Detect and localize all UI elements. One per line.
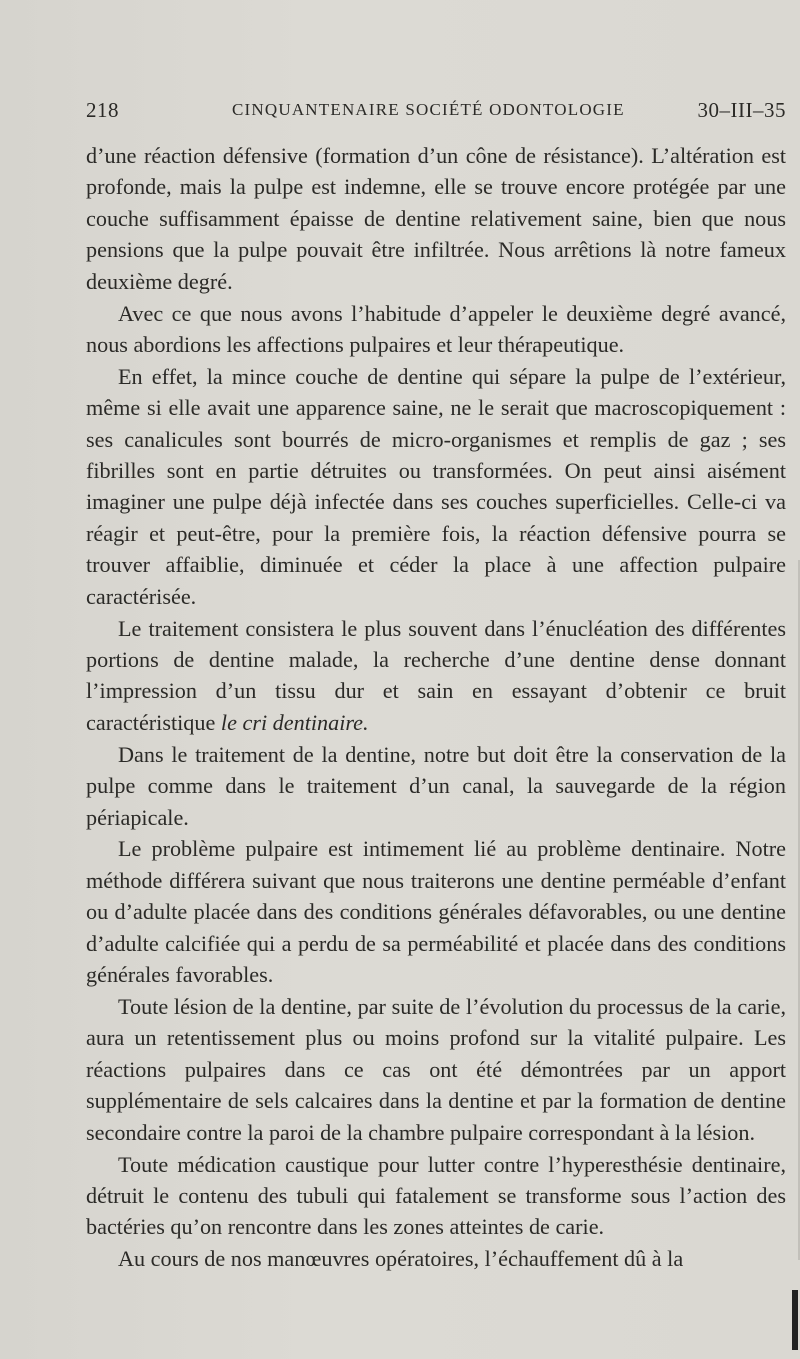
paragraph-6-text: Le problème pulpaire est intimement lié au problème dentinaire. Notre méthode différera suivant que nous traiterons une dentine perméable d’enfant ou d’adulte placée dans des conditions générales défavorables, ou une dentine d’adulte calcifiée qui a perdu de sa perméabilité et placée dans des conditions générales favorables. [86,836,786,988]
paragraph-1 [86,140,786,297]
paragraph-9 [86,1243,786,1274]
paragraph-4 [86,613,786,739]
paragraph-7-text: Toute lésion de la dentine, par suite de l’évolution du processus de la carie, aura un retentissement plus ou moins profond sur la vitalité pulpaire. Les réactions pulpaires dans ce cas ont été démontrées par un apport supplémentaire de sels calcaires dans la dentine et par la formation de dentine secondaire contre la paroi de la chambre pulpaire correspondant à la lésion. [86,993,786,1145]
paragraph-4-text: Le traitement consistera le plus souvent dans l’énucléation des différentes portions de dentine malade, la recherche d’une dentine dense donnant l’impression d’un tissu dur et sain en essayant d’obtenir ce bruit caractéristique [86,615,786,735]
paragraph-3 [86,361,786,612]
paragraph-5 [86,739,786,833]
running-title: CINQUANTENAIRE SOCIÉTÉ ODONTOLOGIE [232,100,625,119]
paragraph-2-text: Avec ce que nous avons l’habitude d’appeler le deuxième degré avancé, nous abordions les affections pulpaires et leur thérapeutique. [86,300,786,357]
paragraph-7 [86,991,786,1148]
paragraph-8 [86,1149,786,1243]
paragraph-8-text: Toute médication caustique pour lutter contre l’hyperesthésie dentinaire, détruit le contenu des tubuli qui fatalement se transforme sous l’action des bactéries qu’on rencontre dans les zones atteintes de carie. [86,1151,786,1240]
paragraph-2 [86,298,786,361]
paragraph-5-text: Dans le traitement de la dentine, notre but doit être la conservation de la pulpe comme dans le traitement d’un canal, la sauvegarde de la région périapicale. [86,741,786,830]
paragraph-9-text: Au cours de nos manœuvres opératoires, l’échauffement dû à la [118,1246,684,1272]
paragraph-6 [86,833,786,990]
page-edge-mark [792,1290,798,1350]
paragraph-4-italic: le cri dentinaire. [220,709,369,735]
page-number: 218 [86,98,119,122]
body-text [86,140,786,1275]
paragraph-1-text: d’une réaction défensive (formation d’un cône de résistance). L’altération est profonde, mais la pulpe est indemne, elle se trouve encore protégée par une couche suffisamment épaisse de dentine relativement saine, bien que nous pensions que la pulpe pouvait être infiltrée. Nous arrêtions là notre fameux deuxième degré. [86,143,786,294]
running-header [86,98,786,128]
header-date: 30–III–35 [697,98,786,122]
paragraph-3-text: En effet, la mince couche de dentine qui sépare la pulpe de l’extérieur, même si elle avait une apparence saine, ne le serait que macroscopiquement : ses canalicules sont bourrés de micro-organismes et remplis de gaz ; ses fibrilles sont en partie détruites ou transformées. On peut ainsi aisément imaginer une pulpe déjà infectée dans ses couches superficielles. Celle-ci va réagir et peut-être, pour la première fois, la réaction défensive pourra se trouver affaiblie, diminuée et céder la place à une affection pulpaire caractérisée. [86,363,786,609]
